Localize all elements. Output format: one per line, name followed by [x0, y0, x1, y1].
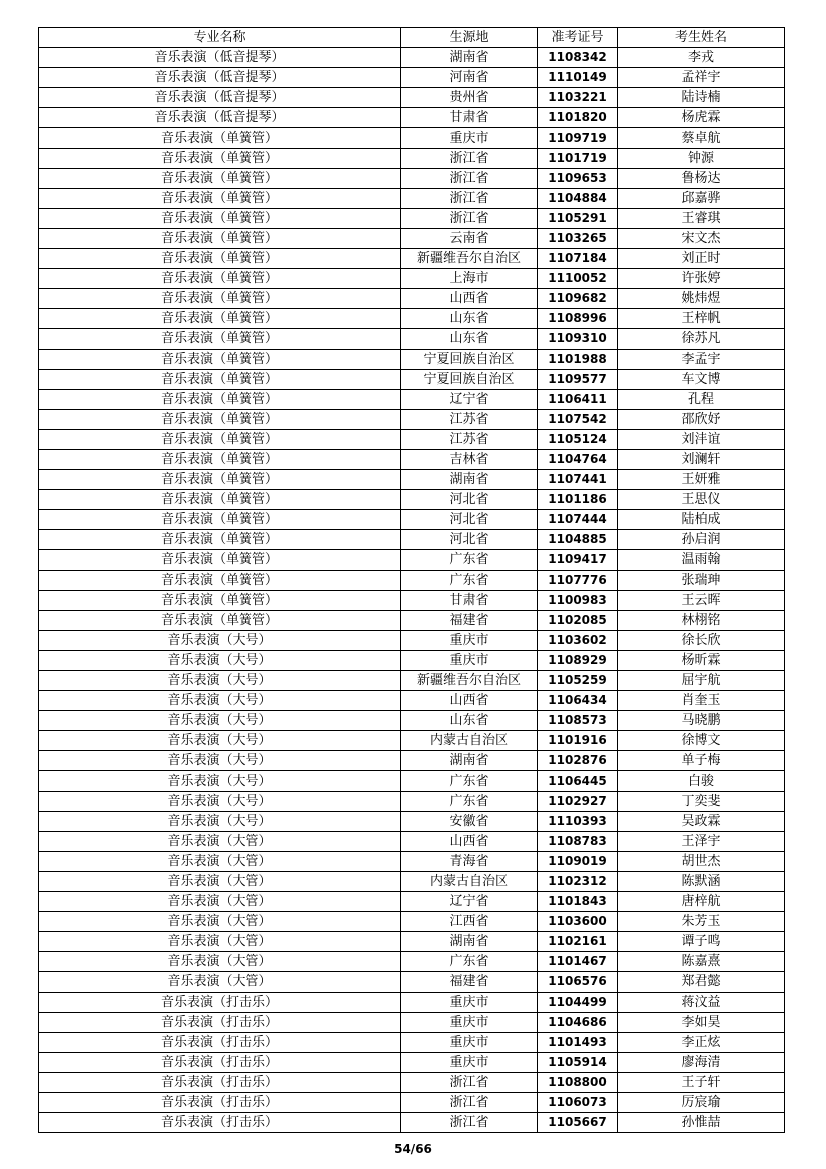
table-row: [39, 1072, 785, 1092]
table-row: [39, 1012, 785, 1032]
table-row: [39, 530, 785, 550]
origin-cell: 浙江省: [401, 188, 538, 208]
origin-cell: 甘肃省: [401, 590, 538, 610]
origin-cell: 上海市: [401, 269, 538, 289]
table-row: [39, 851, 785, 871]
origin-cell: 福建省: [401, 972, 538, 992]
major-cell: 音乐表演（大管）: [39, 932, 401, 952]
student-name-cell: 王泽宇: [618, 831, 785, 851]
table-row: [39, 88, 785, 108]
major-cell: 音乐表演（单簧管）: [39, 289, 401, 309]
student-name-cell: 朱芳玉: [618, 912, 785, 932]
student-name-cell: 刘沣谊: [618, 429, 785, 449]
student-name-cell: 肖奎玉: [618, 691, 785, 711]
table-row: [39, 329, 785, 349]
major-cell: 音乐表演（大号）: [39, 711, 401, 731]
table-row: [39, 128, 785, 148]
origin-cell: 安徽省: [401, 811, 538, 831]
major-cell: 音乐表演（大号）: [39, 751, 401, 771]
major-cell: 音乐表演（大管）: [39, 851, 401, 871]
student-name-cell: 厉宸瑜: [618, 1092, 785, 1112]
table-row: [39, 349, 785, 369]
exam-id-cell: 1106434: [538, 691, 618, 711]
exam-id-cell: 1105291: [538, 208, 618, 228]
major-cell: 音乐表演（单簧管）: [39, 429, 401, 449]
exam-id-cell: 1108342: [538, 48, 618, 68]
exam-id-cell: 1101843: [538, 892, 618, 912]
admission-table: [38, 27, 785, 1133]
exam-id-cell: 1103221: [538, 88, 618, 108]
student-name-cell: 丁奕斐: [618, 791, 785, 811]
header-major: 专业名称: [39, 28, 401, 48]
exam-id-cell: 1110393: [538, 811, 618, 831]
origin-cell: 青海省: [401, 851, 538, 871]
origin-cell: 山东省: [401, 329, 538, 349]
origin-cell: 重庆市: [401, 1052, 538, 1072]
major-cell: 音乐表演（单簧管）: [39, 409, 401, 429]
origin-cell: 广东省: [401, 952, 538, 972]
exam-id-cell: 1107441: [538, 470, 618, 490]
origin-cell: 浙江省: [401, 1072, 538, 1092]
student-name-cell: 李戎: [618, 48, 785, 68]
origin-cell: 辽宁省: [401, 389, 538, 409]
origin-cell: 重庆市: [401, 128, 538, 148]
origin-cell: 山西省: [401, 289, 538, 309]
major-cell: 音乐表演（低音提琴）: [39, 48, 401, 68]
origin-cell: 河南省: [401, 68, 538, 88]
table-row: [39, 309, 785, 329]
origin-cell: 浙江省: [401, 168, 538, 188]
student-name-cell: 孔程: [618, 389, 785, 409]
header-row: [39, 28, 785, 48]
major-cell: 音乐表演（打击乐）: [39, 1032, 401, 1052]
origin-cell: 新疆维吾尔自治区: [401, 671, 538, 691]
student-name-cell: 刘澜轩: [618, 449, 785, 469]
exam-id-cell: 1101719: [538, 148, 618, 168]
major-cell: 音乐表演（大号）: [39, 630, 401, 650]
origin-cell: 浙江省: [401, 148, 538, 168]
exam-id-cell: 1109719: [538, 128, 618, 148]
student-name-cell: 车文博: [618, 369, 785, 389]
major-cell: 音乐表演（单簧管）: [39, 389, 401, 409]
exam-id-cell: 1109682: [538, 289, 618, 309]
table-row: [39, 630, 785, 650]
table-row: [39, 590, 785, 610]
table-row: [39, 932, 785, 952]
exam-id-cell: 1101493: [538, 1032, 618, 1052]
student-name-cell: 王妍雅: [618, 470, 785, 490]
origin-cell: 甘肃省: [401, 108, 538, 128]
table-row: [39, 470, 785, 490]
table-row: [39, 992, 785, 1012]
table-row: [39, 1052, 785, 1072]
major-cell: 音乐表演（单簧管）: [39, 249, 401, 269]
exam-id-cell: 1107542: [538, 409, 618, 429]
student-name-cell: 单子梅: [618, 751, 785, 771]
major-cell: 音乐表演（打击乐）: [39, 1092, 401, 1112]
exam-id-cell: 1102927: [538, 791, 618, 811]
major-cell: 音乐表演（单簧管）: [39, 610, 401, 630]
student-name-cell: 王睿琪: [618, 208, 785, 228]
origin-cell: 江苏省: [401, 429, 538, 449]
origin-cell: 河北省: [401, 490, 538, 510]
student-name-cell: 马晓鹏: [618, 711, 785, 731]
student-name-cell: 王云晖: [618, 590, 785, 610]
student-name-cell: 钟源: [618, 148, 785, 168]
exam-id-cell: 1108996: [538, 309, 618, 329]
student-name-cell: 蔡卓航: [618, 128, 785, 148]
table-row: [39, 691, 785, 711]
major-cell: 音乐表演（单簧管）: [39, 168, 401, 188]
origin-cell: 广东省: [401, 550, 538, 570]
major-cell: 音乐表演（低音提琴）: [39, 88, 401, 108]
origin-cell: 吉林省: [401, 449, 538, 469]
exam-id-cell: 1109417: [538, 550, 618, 570]
major-cell: 音乐表演（单簧管）: [39, 369, 401, 389]
major-cell: 音乐表演（单簧管）: [39, 309, 401, 329]
exam-id-cell: 1103602: [538, 630, 618, 650]
origin-cell: 重庆市: [401, 1012, 538, 1032]
major-cell: 音乐表演（单簧管）: [39, 570, 401, 590]
student-name-cell: 蒋汶益: [618, 992, 785, 1012]
major-cell: 音乐表演（单簧管）: [39, 590, 401, 610]
exam-id-cell: 1107776: [538, 570, 618, 590]
major-cell: 音乐表演（单簧管）: [39, 208, 401, 228]
major-cell: 音乐表演（打击乐）: [39, 992, 401, 1012]
table-row: [39, 409, 785, 429]
student-name-cell: 谭子鸣: [618, 932, 785, 952]
student-name-cell: 李如昊: [618, 1012, 785, 1032]
origin-cell: 浙江省: [401, 1113, 538, 1133]
major-cell: 音乐表演（大号）: [39, 811, 401, 831]
origin-cell: 贵州省: [401, 88, 538, 108]
exam-id-cell: 1108783: [538, 831, 618, 851]
exam-id-cell: 1105667: [538, 1113, 618, 1133]
table-row: [39, 510, 785, 530]
origin-cell: 湖南省: [401, 48, 538, 68]
exam-id-cell: 1101988: [538, 349, 618, 369]
origin-cell: 山西省: [401, 691, 538, 711]
origin-cell: 江苏省: [401, 409, 538, 429]
origin-cell: 重庆市: [401, 630, 538, 650]
exam-id-cell: 1102312: [538, 871, 618, 891]
student-name-cell: 林栩铭: [618, 610, 785, 630]
student-name-cell: 唐梓航: [618, 892, 785, 912]
origin-cell: 重庆市: [401, 650, 538, 670]
origin-cell: 江西省: [401, 912, 538, 932]
table-row: [39, 831, 785, 851]
student-name-cell: 徐苏凡: [618, 329, 785, 349]
major-cell: 音乐表演（大号）: [39, 791, 401, 811]
origin-cell: 重庆市: [401, 992, 538, 1012]
major-cell: 音乐表演（单簧管）: [39, 188, 401, 208]
exam-id-cell: 1102085: [538, 610, 618, 630]
major-cell: 音乐表演（大管）: [39, 892, 401, 912]
table-row: [39, 972, 785, 992]
major-cell: 音乐表演（单簧管）: [39, 269, 401, 289]
student-name-cell: 许张婷: [618, 269, 785, 289]
exam-id-cell: 1104686: [538, 1012, 618, 1032]
student-name-cell: 陆柏成: [618, 510, 785, 530]
exam-id-cell: 1108800: [538, 1072, 618, 1092]
origin-cell: 内蒙古自治区: [401, 731, 538, 751]
table-row: [39, 1032, 785, 1052]
student-name-cell: 孙启润: [618, 530, 785, 550]
table-row: [39, 771, 785, 791]
table-row: [39, 68, 785, 88]
exam-id-cell: 1110149: [538, 68, 618, 88]
table-row: [39, 811, 785, 831]
major-cell: 音乐表演（打击乐）: [39, 1113, 401, 1133]
table-row: [39, 731, 785, 751]
table-row: [39, 550, 785, 570]
student-name-cell: 吴政霖: [618, 811, 785, 831]
exam-id-cell: 1109577: [538, 369, 618, 389]
exam-id-cell: 1101916: [538, 731, 618, 751]
student-name-cell: 陆诗楠: [618, 88, 785, 108]
student-name-cell: 廖海清: [618, 1052, 785, 1072]
major-cell: 音乐表演（单簧管）: [39, 228, 401, 248]
table-row: [39, 490, 785, 510]
exam-id-cell: 1105124: [538, 429, 618, 449]
origin-cell: 广东省: [401, 771, 538, 791]
student-name-cell: 温雨翰: [618, 550, 785, 570]
origin-cell: 福建省: [401, 610, 538, 630]
origin-cell: 内蒙古自治区: [401, 871, 538, 891]
table-row: [39, 228, 785, 248]
origin-cell: 重庆市: [401, 1032, 538, 1052]
exam-id-cell: 1109310: [538, 329, 618, 349]
student-name-cell: 李孟宇: [618, 349, 785, 369]
table-row: [39, 751, 785, 771]
table-row: [39, 188, 785, 208]
header-origin: 生源地: [401, 28, 538, 48]
major-cell: 音乐表演（大管）: [39, 831, 401, 851]
origin-cell: 辽宁省: [401, 892, 538, 912]
student-name-cell: 王子轩: [618, 1072, 785, 1092]
table-row: [39, 791, 785, 811]
table-row: [39, 952, 785, 972]
table-row: [39, 289, 785, 309]
student-name-cell: 邱嘉骅: [618, 188, 785, 208]
exam-id-cell: 1106073: [538, 1092, 618, 1112]
student-name-cell: 鲁杨达: [618, 168, 785, 188]
exam-id-cell: 1107444: [538, 510, 618, 530]
major-cell: 音乐表演（单簧管）: [39, 449, 401, 469]
origin-cell: 新疆维吾尔自治区: [401, 249, 538, 269]
major-cell: 音乐表演（打击乐）: [39, 1072, 401, 1092]
exam-id-cell: 1106445: [538, 771, 618, 791]
origin-cell: 河北省: [401, 530, 538, 550]
origin-cell: 山西省: [401, 831, 538, 851]
student-name-cell: 孙惟喆: [618, 1113, 785, 1133]
table-row: [39, 892, 785, 912]
major-cell: 音乐表演（打击乐）: [39, 1052, 401, 1072]
student-name-cell: 屈宇航: [618, 671, 785, 691]
student-name-cell: 孟祥宇: [618, 68, 785, 88]
exam-id-cell: 1103265: [538, 228, 618, 248]
exam-id-cell: 1110052: [538, 269, 618, 289]
student-name-cell: 王梓帆: [618, 309, 785, 329]
table-row: [39, 429, 785, 449]
table-row: [39, 650, 785, 670]
exam-id-cell: 1101186: [538, 490, 618, 510]
table-row: [39, 389, 785, 409]
major-cell: 音乐表演（大号）: [39, 671, 401, 691]
major-cell: 音乐表演（低音提琴）: [39, 108, 401, 128]
major-cell: 音乐表演（单簧管）: [39, 530, 401, 550]
major-cell: 音乐表演（大号）: [39, 731, 401, 751]
student-name-cell: 杨昕霖: [618, 650, 785, 670]
major-cell: 音乐表演（大号）: [39, 691, 401, 711]
major-cell: 音乐表演（打击乐）: [39, 1012, 401, 1032]
major-cell: 音乐表演（单簧管）: [39, 510, 401, 530]
student-name-cell: 李正炫: [618, 1032, 785, 1052]
table-row: [39, 570, 785, 590]
page-number: 54/66: [394, 1142, 432, 1156]
table-row: [39, 249, 785, 269]
table-row: [39, 1113, 785, 1133]
exam-id-cell: 1108573: [538, 711, 618, 731]
exam-id-cell: 1109653: [538, 168, 618, 188]
student-name-cell: 姚炜煜: [618, 289, 785, 309]
origin-cell: 广东省: [401, 791, 538, 811]
table-row: [39, 148, 785, 168]
origin-cell: 云南省: [401, 228, 538, 248]
exam-id-cell: 1104885: [538, 530, 618, 550]
exam-id-cell: 1100983: [538, 590, 618, 610]
origin-cell: 湖南省: [401, 751, 538, 771]
table-row: [39, 871, 785, 891]
origin-cell: 广东省: [401, 570, 538, 590]
student-name-cell: 陈嘉熹: [618, 952, 785, 972]
major-cell: 音乐表演（大号）: [39, 650, 401, 670]
major-cell: 音乐表演（单簧管）: [39, 329, 401, 349]
exam-id-cell: 1103600: [538, 912, 618, 932]
exam-id-cell: 1104884: [538, 188, 618, 208]
major-cell: 音乐表演（单簧管）: [39, 128, 401, 148]
origin-cell: 湖南省: [401, 470, 538, 490]
table-row: [39, 168, 785, 188]
student-name-cell: 陈默涵: [618, 871, 785, 891]
origin-cell: 湖南省: [401, 932, 538, 952]
major-cell: 音乐表演（大管）: [39, 871, 401, 891]
student-name-cell: 徐博文: [618, 731, 785, 751]
major-cell: 音乐表演（单簧管）: [39, 490, 401, 510]
major-cell: 音乐表演（低音提琴）: [39, 68, 401, 88]
exam-id-cell: 1104764: [538, 449, 618, 469]
major-cell: 音乐表演（单簧管）: [39, 148, 401, 168]
table-row: [39, 269, 785, 289]
exam-id-cell: 1101820: [538, 108, 618, 128]
exam-id-cell: 1102161: [538, 932, 618, 952]
header-name: 考生姓名: [618, 28, 785, 48]
student-name-cell: 宋文杰: [618, 228, 785, 248]
table-row: [39, 711, 785, 731]
table-row: [39, 48, 785, 68]
origin-cell: 宁夏回族自治区: [401, 369, 538, 389]
major-cell: 音乐表演（大管）: [39, 912, 401, 932]
student-name-cell: 刘正时: [618, 249, 785, 269]
major-cell: 音乐表演（单簧管）: [39, 349, 401, 369]
student-name-cell: 杨虎霖: [618, 108, 785, 128]
table-row: [39, 449, 785, 469]
student-name-cell: 张瑞珅: [618, 570, 785, 590]
table-row: [39, 1092, 785, 1112]
student-name-cell: 王思仪: [618, 490, 785, 510]
origin-cell: 河北省: [401, 510, 538, 530]
origin-cell: 宁夏回族自治区: [401, 349, 538, 369]
major-cell: 音乐表演（大号）: [39, 771, 401, 791]
student-name-cell: 邵欣妤: [618, 409, 785, 429]
table-row: [39, 912, 785, 932]
exam-id-cell: 1101467: [538, 952, 618, 972]
origin-cell: 山东省: [401, 711, 538, 731]
major-cell: 音乐表演（单簧管）: [39, 470, 401, 490]
exam-id-cell: 1107184: [538, 249, 618, 269]
origin-cell: 浙江省: [401, 208, 538, 228]
exam-id-cell: 1106411: [538, 389, 618, 409]
origin-cell: 浙江省: [401, 1092, 538, 1112]
exam-id-cell: 1105914: [538, 1052, 618, 1072]
student-name-cell: 徐长欣: [618, 630, 785, 650]
exam-id-cell: 1106576: [538, 972, 618, 992]
exam-id-cell: 1102876: [538, 751, 618, 771]
student-name-cell: 白骏: [618, 771, 785, 791]
exam-id-cell: 1104499: [538, 992, 618, 1012]
major-cell: 音乐表演（大管）: [39, 972, 401, 992]
table-row: [39, 610, 785, 630]
origin-cell: 山东省: [401, 309, 538, 329]
major-cell: 音乐表演（单簧管）: [39, 550, 401, 570]
table-row: [39, 108, 785, 128]
table-row: [39, 671, 785, 691]
table-row: [39, 208, 785, 228]
student-name-cell: 胡世杰: [618, 851, 785, 871]
exam-id-cell: 1109019: [538, 851, 618, 871]
major-cell: 音乐表演（大管）: [39, 952, 401, 972]
exam-id-cell: 1108929: [538, 650, 618, 670]
student-name-cell: 郑君懿: [618, 972, 785, 992]
table-row: [39, 369, 785, 389]
exam-id-cell: 1105259: [538, 671, 618, 691]
header-exam-id: 准考证号: [538, 28, 618, 48]
